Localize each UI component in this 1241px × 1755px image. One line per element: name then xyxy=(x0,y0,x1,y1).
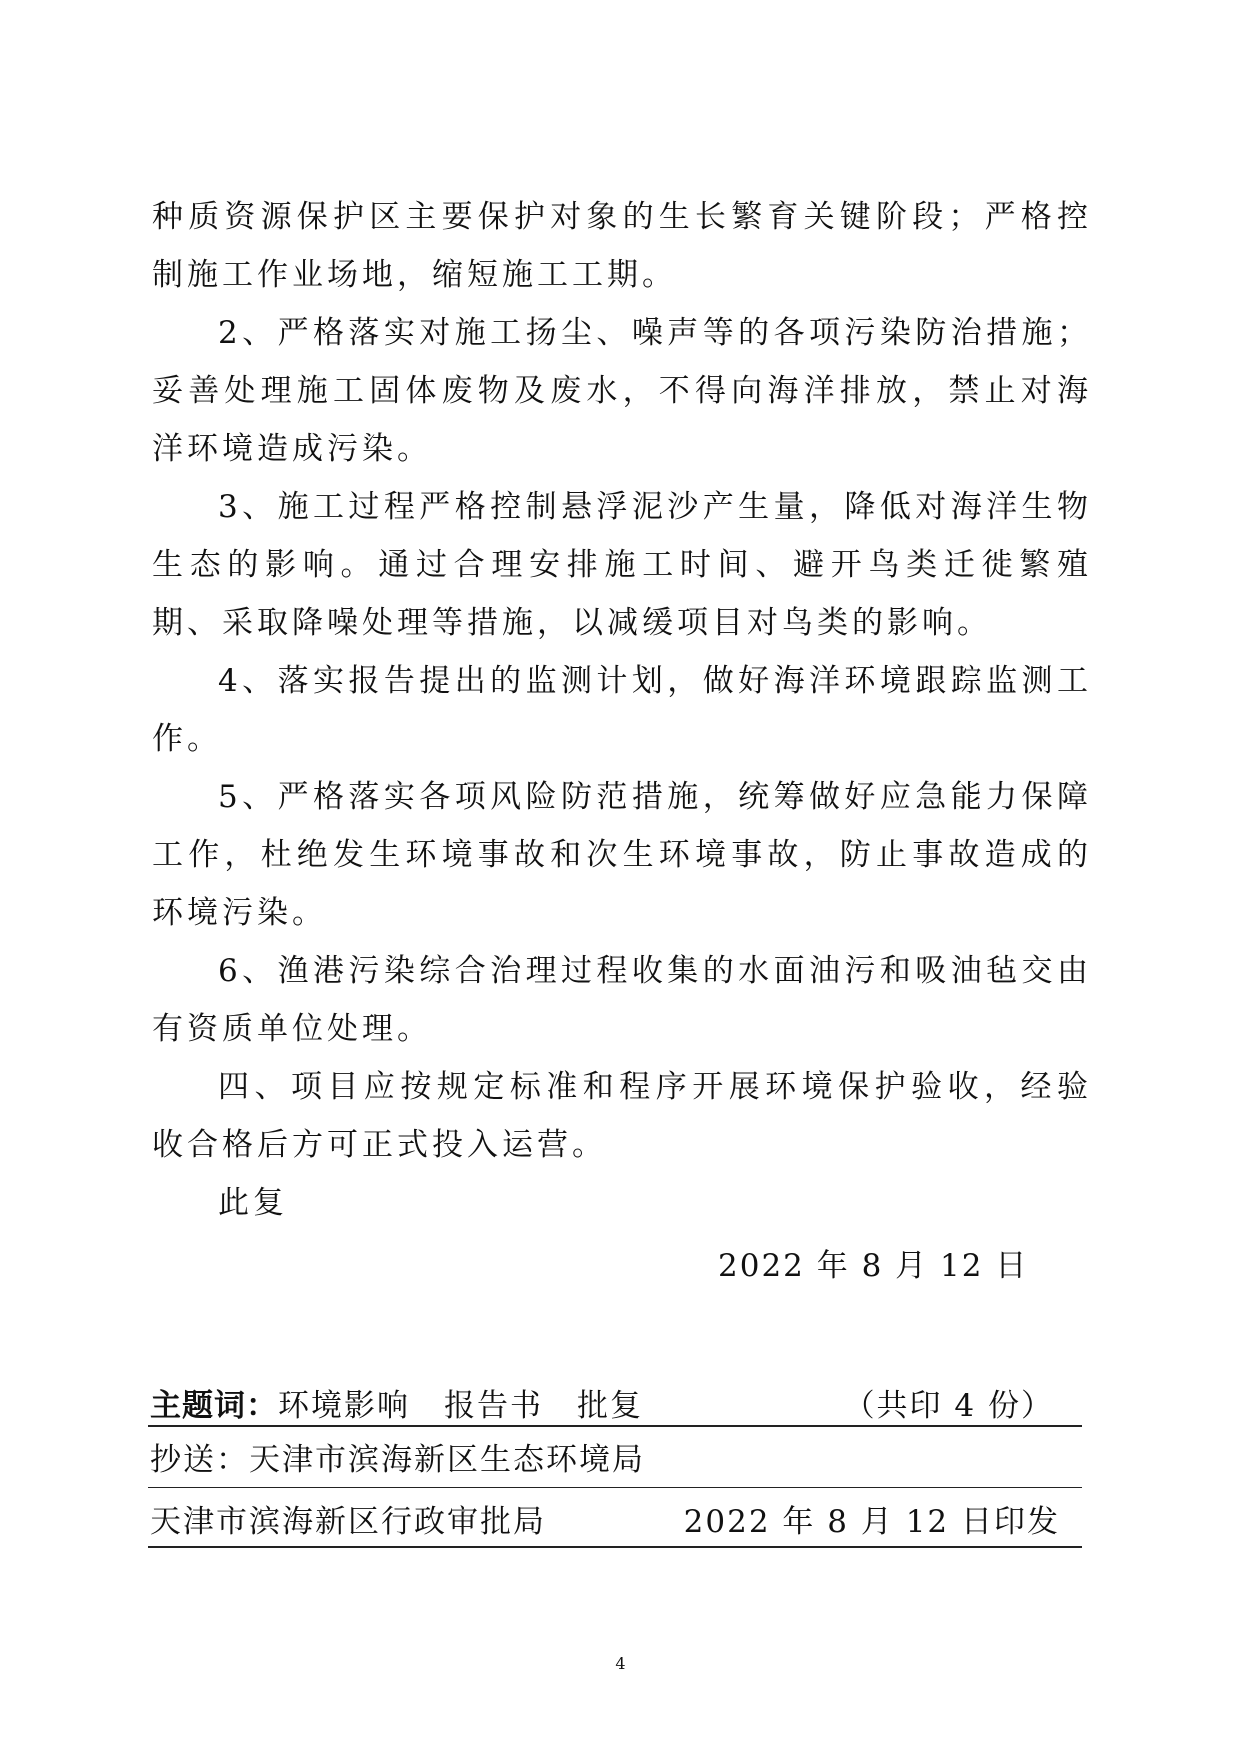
signature-date: 2022 年 8 月 12 日 xyxy=(718,1248,1029,1284)
carbon-copy-row: 抄送：天津市滨海新区生态环境局 xyxy=(150,1442,645,1478)
subject-keywords-row xyxy=(150,1380,1080,1424)
keyword: 环境影响 xyxy=(278,1388,410,1424)
keyword: 批复 xyxy=(577,1388,643,1424)
keywords-label: 主题词： xyxy=(150,1388,278,1424)
issuing-office: 天津市滨海新区行政审批局 xyxy=(150,1504,546,1540)
paragraph-section-4: 四、项目应按规定标准和程序开展环境保护验收，经验收合格后方可正式投入运营。 xyxy=(152,1069,1092,1163)
closing-reply: 此复 xyxy=(218,1185,288,1221)
letter-body xyxy=(152,188,1092,1232)
page-number: 4 xyxy=(615,1654,626,1673)
divider-line xyxy=(148,1425,1082,1427)
copies-count: （共印 4 份） xyxy=(843,1388,1054,1424)
issuer-row xyxy=(150,1496,1080,1540)
divider-line xyxy=(148,1546,1082,1548)
paragraph-continued: 种质资源保护区主要保护对象的生长繁育关键阶段；严格控制施工作业场地，缩短施工工期。 xyxy=(152,199,1092,293)
divider-line xyxy=(148,1487,1082,1488)
paragraph-item-6: 6、渔港污染综合治理过程收集的水面油污和吸油毡交由有资质单位处理。 xyxy=(152,953,1092,1047)
paragraph-item-2: 2、严格落实对施工扬尘、噪声等的各项污染防治措施；妥善处理施工固体废物及废水，不得向海洋排放，禁止对海洋环境造成污染。 xyxy=(152,315,1092,467)
paragraph-item-5: 5、严格落实各项风险防范措施，统筹做好应急能力保障工作，杜绝发生环境事故和次生环境事故，防止事故造成的环境污染。 xyxy=(152,779,1092,931)
keyword: 报告书 xyxy=(444,1388,543,1424)
paragraph-item-3: 3、施工过程严格控制悬浮泥沙产生量，降低对海洋生物生态的影响。通过合理安排施工时间、避开鸟类迁徙繁殖期、采取降噪处理等措施，以减缓项目对鸟类的影响。 xyxy=(152,489,1092,641)
issue-date: 2022 年 8 月 12 日印发 xyxy=(683,1504,1060,1540)
paragraph-item-4: 4、落实报告提出的监测计划，做好海洋环境跟踪监测工作。 xyxy=(152,663,1092,757)
